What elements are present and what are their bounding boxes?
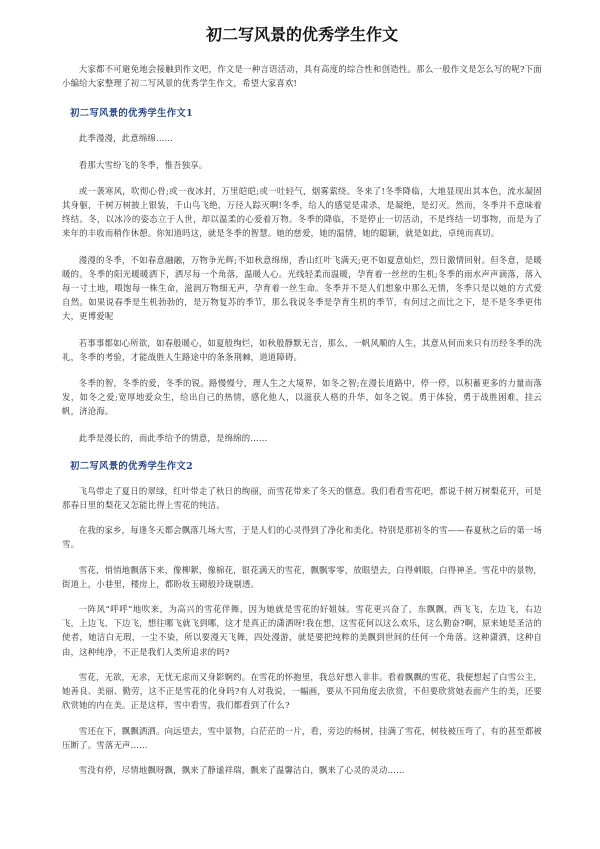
essay-1-paragraph: 若事事都如心所欲，如春般暖心，如夏般绚烂，如秋般静默无言，那么，一帆风顺的人生，其意从何而来只有历经冬季的洗礼，冬季的考验，才能战胜人生路途中的条条荆棘，道道障碍。 [62,337,542,362]
essay-1-paragraph: 此季是漫长的，而此季给予的情意，是绵绵的…… [78,432,268,443]
essay-1-paragraph: 或一袭寒风，吹彻心骨;或一夜冰封，万里皑皑;或一吐轻气，烟雾萦绕。冬来了!冬季降临，大地显现出其本色，流水凝固其身躯，千树万树披上银装，千山鸟飞绝，万径人踪灭啊!冬季，给人的感觉是肃杀，是凝绝，是幻灭。然而，冬季并不意味着终结。冬，以冰冷的姿态立于人世，却以温柔的心爱着万物。冬季的降临，不是停止一切活动，不是终结一切事物，而是为了来年的丰收而稍作休憩。你知道吗这，就是冬季的智慧。她的慈爱，她的温情，她的聪颖，就是如此，卓纯而真切。 [62,185,542,239]
essay-1-paragraph: 看那大雪纷飞的冬季，惟吾独享。 [78,159,208,170]
essay-1-paragraph: 冬季的智，冬季的爱，冬季的锐。路慢慢兮，理人生之大境界，如冬之智;在漫长道路中，停一停，以积蓄更多的力量而落发，如冬之爱;宽厚地爱众生，给出自己的热情，感化他人，以滋获人格的升华，如冬之锐。勇于体验，勇于战胜困难，挂云帆，济沧海。 [62,378,542,417]
essay-2-paragraph: 一阵风“呼呼”地吹来，为高兴的雪花伴舞，因为她就是雪花的好姐妹。雪花更兴奋了，东飘飘，西飞飞，左边飞，右边飞，上边飞，下边飞，想往哪飞就飞到哪，这才是真正的潇洒呀!我在想，这雪花何以这么欢乐，这么勤奋?啊，原来她是圣洁的使者，她洁白无瑕，一尘不染，所以要漫天飞舞，四处漫游，就是要把纯粹的美飘到世间的任何一个角落。这种潇洒，这种自由，这种纯净，不正是我们人类所追求的吗? [62,604,542,657]
essay-1-paragraph: 漫漫的冬季，不如春意融融，万物争光辉;不如秋意绵绵，香山红叶飞满天;更不如夏意灿烂，烈日激情回射。但冬意，是暖暖的。冬季的阳光暖暖洒下，洒尽每一个角落，温暖人心。光线轻柔而温暖，孕育着一丝丝的生机;冬季的雨水声声滴落，落入每一寸土地，喂饱每一株生命，滋润万物细无声，孕育着一丝生命。冬季并不是人们想象中那么无情，冬季只是以她的方式爱自然。如果说春季是生机勃勃的，是万物复苏的季节，那么我说冬季是孕育生机的季节，有何过之而比之下，是不是冬季更伟大，更博爱呢 [62,254,542,322]
essay-1-paragraph: 此季漫漫，此意绵绵…… [78,133,174,144]
essay-2-paragraph: 雪没有停，尽情地飘呀飘，飘来了静谧祥瑞，飘来了温馨洁白，飘来了心灵的灵动…… [78,764,405,775]
essay-2-paragraph: 雪花，无欲，无求，无忧无虑而又身影婀约。在雪花的怀抱里，我总好想入非非。看着飘飘的雪花，我便想起了白雪公主，她善良、美丽、勤劳，这不正是雪花的化身吗?有人对我说，一幅画，要从不同角度去欣赏，不但要欣赏她表面产生的美，还要欣赏她的内在美。正是这样，雪中看雪，我们都看到了什么? [62,671,542,711]
essay-2-paragraph: 飞鸟带走了夏日的翠绿，红叶带走了秋日的绚丽，而雪花带来了冬天的惬意。我们看看雪花吧，都说千树万树梨花开，可是那春日里的梨花又怎能比得上雪花的纯洁。 [62,485,542,511]
essay-2-paragraph: 雪还在下，飘飘洒洒。向远望去，雪中景物，白茫茫的一片，看，旁边的杨树，挂满了雪花，树枝被压弯了，有的甚至都被压断了。雪落无声…… [62,725,542,750]
intro-paragraph: 大家都不可避免地会接触到作文吧，作文是一种言语活动，具有高度的综合性和创造性。那么一般作文是怎么写的呢?下面小编给大家整理了初二写风景的优秀学生作文，希望大家喜欢! [62,64,542,89]
essay-2-paragraph: 在我的家乡，每逢冬天都会飘落几场大雪，于是人们的心灵得到了净化和美化。特别是那初冬的雪——春夏秋之后的第一场雪。 [62,525,542,550]
essay-2-paragraph: 雪花，悄悄地飘落下来，像柳絮，像棉花，银花满天的雪花，飘飘零零，放眼望去，白得刺眼，白得神圣。雪花中的景物，街道上，小巷里，楼房上，都盼妆玉砌般玲珑剔透。 [62,564,542,589]
section-2-heading: 初二写风景的优秀学生作文2 [70,460,193,472]
section-1-heading: 初二写风景的优秀学生作文1 [70,108,193,120]
document-title: 初二写风景的优秀学生作文 [205,25,398,44]
